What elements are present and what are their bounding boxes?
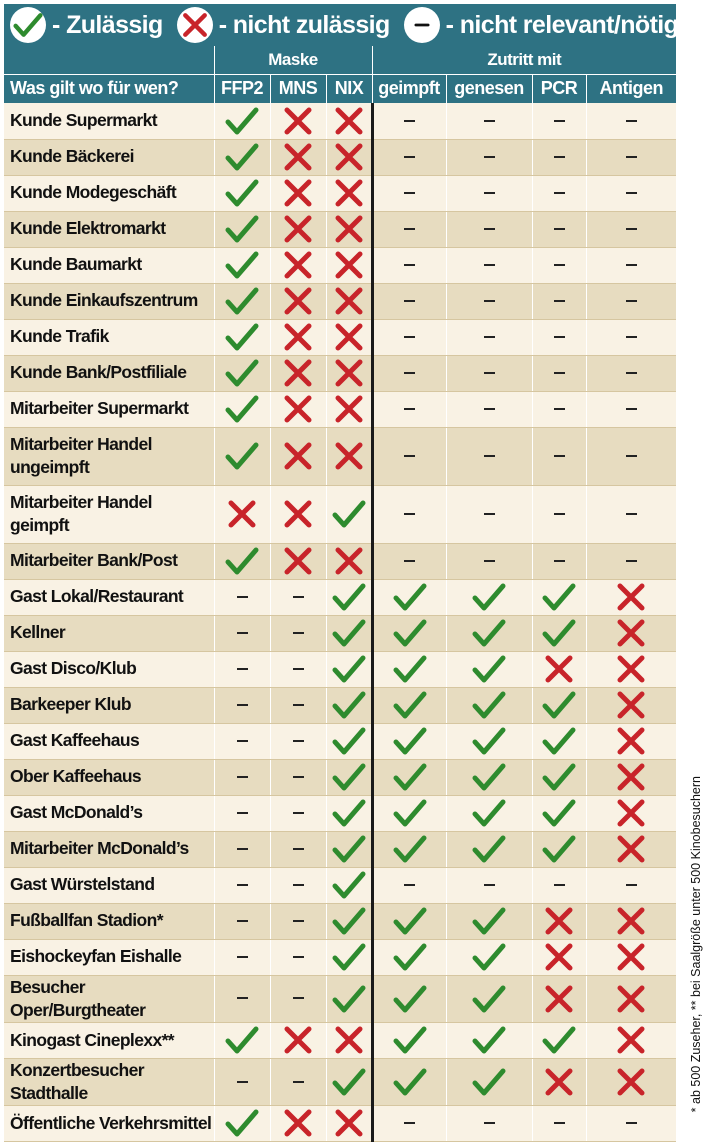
table-row bbox=[4, 867, 676, 903]
cross-icon bbox=[270, 543, 326, 579]
cross-icon bbox=[270, 485, 326, 543]
cross-icon bbox=[326, 319, 372, 355]
dash-icon bbox=[446, 283, 532, 319]
check-icon bbox=[372, 831, 446, 867]
cross-icon bbox=[586, 903, 676, 939]
row-label: Fußballfan Stadion* bbox=[4, 903, 214, 939]
dash-icon bbox=[372, 867, 446, 903]
cross-icon bbox=[326, 103, 372, 139]
dash-icon bbox=[446, 319, 532, 355]
row-label: Gast McDonald’s bbox=[4, 795, 214, 831]
check-icon bbox=[372, 939, 446, 975]
cross-icon bbox=[326, 1022, 372, 1058]
dash-icon bbox=[214, 867, 270, 903]
dash-icon bbox=[446, 1105, 532, 1141]
check-icon bbox=[326, 831, 372, 867]
table-row bbox=[4, 139, 676, 175]
dash-icon bbox=[446, 139, 532, 175]
table-row bbox=[4, 723, 676, 759]
check-icon bbox=[532, 723, 586, 759]
cross-icon bbox=[270, 103, 326, 139]
cross-icon bbox=[532, 1058, 586, 1105]
check-icon bbox=[326, 651, 372, 687]
check-icon bbox=[446, 579, 532, 615]
check-icon bbox=[326, 975, 372, 1022]
dash-icon bbox=[586, 1105, 676, 1141]
dash-icon bbox=[270, 1058, 326, 1105]
row-label: Kunde Baumarkt bbox=[4, 247, 214, 283]
check-icon bbox=[214, 391, 270, 427]
dash-icon bbox=[214, 975, 270, 1022]
row-label: Kunde Einkaufszentrum bbox=[4, 283, 214, 319]
check-icon bbox=[532, 759, 586, 795]
rules-table bbox=[4, 46, 676, 1142]
dash-icon bbox=[372, 175, 446, 211]
dash-icon bbox=[532, 543, 586, 579]
dash-icon bbox=[270, 975, 326, 1022]
cross-icon bbox=[532, 975, 586, 1022]
check-icon bbox=[532, 687, 586, 723]
check-icon bbox=[446, 651, 532, 687]
table-row bbox=[4, 687, 676, 723]
dash-icon bbox=[214, 723, 270, 759]
check-icon bbox=[532, 795, 586, 831]
dash-icon bbox=[372, 543, 446, 579]
table-row bbox=[4, 391, 676, 427]
dash-icon bbox=[532, 319, 586, 355]
check-icon bbox=[532, 579, 586, 615]
legend-check-icon bbox=[10, 7, 46, 43]
legend-dash-icon bbox=[404, 7, 440, 43]
cross-icon bbox=[270, 139, 326, 175]
dash-icon bbox=[214, 687, 270, 723]
table-row bbox=[4, 319, 676, 355]
dash-icon bbox=[446, 103, 532, 139]
check-icon bbox=[372, 579, 446, 615]
check-icon bbox=[372, 975, 446, 1022]
dash-icon bbox=[532, 247, 586, 283]
row-label: Kinogast Cineplexx** bbox=[4, 1022, 214, 1058]
dash-icon bbox=[446, 485, 532, 543]
dash-icon bbox=[532, 283, 586, 319]
dash-icon bbox=[446, 427, 532, 485]
row-label: Gast Kaffeehaus bbox=[4, 723, 214, 759]
dash-icon bbox=[586, 175, 676, 211]
dash-icon bbox=[586, 247, 676, 283]
row-label: Kunde Bäckerei bbox=[4, 139, 214, 175]
column-header-question: Was gilt wo für wen? bbox=[4, 74, 214, 103]
check-icon bbox=[214, 427, 270, 485]
dash-icon bbox=[214, 651, 270, 687]
cross-icon bbox=[270, 283, 326, 319]
dash-icon bbox=[586, 355, 676, 391]
check-icon bbox=[214, 139, 270, 175]
check-icon bbox=[446, 903, 532, 939]
cross-icon bbox=[326, 543, 372, 579]
cross-icon bbox=[326, 427, 372, 485]
dash-icon bbox=[270, 687, 326, 723]
row-label: Kunde Elektromarkt bbox=[4, 211, 214, 247]
dash-icon bbox=[270, 831, 326, 867]
dash-icon bbox=[532, 1105, 586, 1141]
dash-icon bbox=[446, 175, 532, 211]
cross-icon bbox=[586, 615, 676, 651]
cross-icon bbox=[270, 391, 326, 427]
cross-icon bbox=[586, 579, 676, 615]
table-row bbox=[4, 975, 676, 1022]
group-header-mask: Maske bbox=[214, 46, 372, 74]
cross-icon bbox=[270, 319, 326, 355]
cross-icon bbox=[326, 283, 372, 319]
check-icon bbox=[446, 975, 532, 1022]
legend-not-allowed-label: - nicht zulässig bbox=[218, 10, 390, 39]
dash-icon bbox=[372, 103, 446, 139]
check-icon bbox=[446, 723, 532, 759]
check-icon bbox=[372, 1022, 446, 1058]
row-label: Barkeeper Klub bbox=[4, 687, 214, 723]
check-icon bbox=[446, 795, 532, 831]
dash-icon bbox=[372, 139, 446, 175]
cross-icon bbox=[586, 651, 676, 687]
cross-icon bbox=[270, 175, 326, 211]
dash-icon bbox=[586, 139, 676, 175]
cross-icon bbox=[532, 903, 586, 939]
dash-icon bbox=[270, 723, 326, 759]
dash-icon bbox=[214, 795, 270, 831]
dash-icon bbox=[532, 867, 586, 903]
table-row bbox=[4, 103, 676, 139]
column-header-antigen: Antigen bbox=[586, 74, 676, 103]
table-row bbox=[4, 355, 676, 391]
dash-icon bbox=[372, 283, 446, 319]
cross-icon bbox=[586, 759, 676, 795]
check-icon bbox=[214, 247, 270, 283]
header-blank-cell bbox=[4, 46, 214, 74]
cross-icon bbox=[326, 391, 372, 427]
cross-icon bbox=[270, 355, 326, 391]
dash-icon bbox=[214, 1058, 270, 1105]
cross-icon bbox=[326, 139, 372, 175]
cross-icon bbox=[532, 939, 586, 975]
cross-icon bbox=[270, 211, 326, 247]
row-label: Kunde Supermarkt bbox=[4, 103, 214, 139]
dash-icon bbox=[532, 103, 586, 139]
check-icon bbox=[446, 831, 532, 867]
check-icon bbox=[326, 723, 372, 759]
cross-icon bbox=[586, 1022, 676, 1058]
table-row bbox=[4, 795, 676, 831]
cross-icon bbox=[326, 247, 372, 283]
table-row bbox=[4, 903, 676, 939]
check-icon bbox=[326, 579, 372, 615]
check-icon bbox=[446, 939, 532, 975]
cross-icon bbox=[214, 485, 270, 543]
footnote bbox=[682, 0, 710, 1120]
row-label: Besucher Oper/Burgtheater bbox=[4, 975, 214, 1022]
legend-allowed-label: - Zulässig bbox=[52, 10, 163, 39]
dash-icon bbox=[532, 175, 586, 211]
table-row bbox=[4, 939, 676, 975]
dash-icon bbox=[586, 867, 676, 903]
cross-icon bbox=[586, 1058, 676, 1105]
dash-icon bbox=[446, 355, 532, 391]
cross-icon bbox=[586, 687, 676, 723]
table-row bbox=[4, 651, 676, 687]
check-icon bbox=[446, 759, 532, 795]
cross-icon bbox=[586, 975, 676, 1022]
dash-icon bbox=[214, 615, 270, 651]
row-label: Gast Würstelstand bbox=[4, 867, 214, 903]
row-label: Mitarbeiter Supermarkt bbox=[4, 391, 214, 427]
cross-icon bbox=[326, 355, 372, 391]
table-row bbox=[4, 831, 676, 867]
dash-icon bbox=[586, 283, 676, 319]
dash-icon bbox=[372, 485, 446, 543]
check-icon bbox=[372, 903, 446, 939]
check-icon bbox=[326, 867, 372, 903]
row-label: Eishockeyfan Eishalle bbox=[4, 939, 214, 975]
dash-icon bbox=[586, 211, 676, 247]
dash-icon bbox=[270, 903, 326, 939]
dash-icon bbox=[532, 211, 586, 247]
column-header-nix: NIX bbox=[326, 74, 372, 103]
check-icon bbox=[326, 759, 372, 795]
table-row bbox=[4, 579, 676, 615]
check-icon bbox=[446, 1058, 532, 1105]
row-label: Mitarbeiter Handel geimpft bbox=[4, 485, 214, 543]
dash-icon bbox=[372, 1105, 446, 1141]
dash-icon bbox=[372, 391, 446, 427]
row-label: Kunde Modegeschäft bbox=[4, 175, 214, 211]
dash-icon bbox=[270, 651, 326, 687]
row-label: Kunde Bank/Postfiliale bbox=[4, 355, 214, 391]
dash-icon bbox=[446, 867, 532, 903]
cross-icon bbox=[270, 1105, 326, 1141]
dash-icon bbox=[372, 355, 446, 391]
check-icon bbox=[372, 1058, 446, 1105]
check-icon bbox=[372, 759, 446, 795]
table-body bbox=[4, 103, 676, 1141]
legend-bar bbox=[4, 4, 679, 46]
rules-table-graphic bbox=[4, 4, 679, 1142]
dash-icon bbox=[270, 759, 326, 795]
cross-icon bbox=[326, 175, 372, 211]
table-row bbox=[4, 543, 676, 579]
dash-icon bbox=[372, 427, 446, 485]
dash-icon bbox=[214, 831, 270, 867]
cross-icon bbox=[270, 247, 326, 283]
check-icon bbox=[214, 283, 270, 319]
row-label: Gast Disco/Klub bbox=[4, 651, 214, 687]
legend-cross-icon bbox=[177, 7, 213, 43]
dash-icon bbox=[586, 485, 676, 543]
check-icon bbox=[532, 615, 586, 651]
dash-icon bbox=[214, 759, 270, 795]
dash-icon bbox=[586, 319, 676, 355]
row-label: Konzertbesucher Stadthalle bbox=[4, 1058, 214, 1105]
dash-icon bbox=[214, 939, 270, 975]
check-icon bbox=[446, 1022, 532, 1058]
cross-icon bbox=[326, 211, 372, 247]
table-row bbox=[4, 211, 676, 247]
column-header-genesen: genesen bbox=[446, 74, 532, 103]
dash-icon bbox=[372, 247, 446, 283]
check-icon bbox=[372, 651, 446, 687]
table-row bbox=[4, 1058, 676, 1105]
cross-icon bbox=[326, 1105, 372, 1141]
check-icon bbox=[532, 1022, 586, 1058]
dash-icon bbox=[446, 391, 532, 427]
dash-icon bbox=[372, 211, 446, 247]
check-icon bbox=[532, 831, 586, 867]
row-label: Kellner bbox=[4, 615, 214, 651]
dash-icon bbox=[586, 391, 676, 427]
group-header-access: Zutritt mit bbox=[372, 46, 676, 74]
dash-icon bbox=[270, 867, 326, 903]
check-icon bbox=[214, 543, 270, 579]
check-icon bbox=[214, 103, 270, 139]
dash-icon bbox=[446, 211, 532, 247]
table-row bbox=[4, 283, 676, 319]
check-icon bbox=[326, 687, 372, 723]
dash-icon bbox=[214, 579, 270, 615]
check-icon bbox=[326, 485, 372, 543]
row-label: Öffentliche Verkehrsmittel bbox=[4, 1105, 214, 1141]
cross-icon bbox=[532, 651, 586, 687]
check-icon bbox=[326, 795, 372, 831]
dash-icon bbox=[270, 795, 326, 831]
column-header-ffp2: FFP2 bbox=[214, 74, 270, 103]
dash-icon bbox=[532, 355, 586, 391]
cross-icon bbox=[586, 795, 676, 831]
dash-icon bbox=[532, 139, 586, 175]
check-icon bbox=[326, 1058, 372, 1105]
dash-icon bbox=[372, 319, 446, 355]
cross-icon bbox=[586, 939, 676, 975]
table-row bbox=[4, 175, 676, 211]
table-row bbox=[4, 1105, 676, 1141]
dash-icon bbox=[214, 903, 270, 939]
dash-icon bbox=[446, 543, 532, 579]
check-icon bbox=[326, 903, 372, 939]
cross-icon bbox=[586, 831, 676, 867]
row-label: Mitarbeiter McDonald’s bbox=[4, 831, 214, 867]
table-row bbox=[4, 247, 676, 283]
row-label: Kunde Trafik bbox=[4, 319, 214, 355]
column-header-mns: MNS bbox=[270, 74, 326, 103]
dash-icon bbox=[586, 543, 676, 579]
check-icon bbox=[214, 211, 270, 247]
table-row bbox=[4, 427, 676, 485]
check-icon bbox=[214, 1105, 270, 1141]
cross-icon bbox=[270, 427, 326, 485]
dash-icon bbox=[446, 247, 532, 283]
row-label: Mitarbeiter Bank/Post bbox=[4, 543, 214, 579]
check-icon bbox=[214, 319, 270, 355]
check-icon bbox=[214, 1022, 270, 1058]
check-icon bbox=[214, 355, 270, 391]
check-icon bbox=[372, 723, 446, 759]
check-icon bbox=[446, 615, 532, 651]
table-row bbox=[4, 759, 676, 795]
dash-icon bbox=[270, 615, 326, 651]
row-label: Mitarbeiter Handel ungeimpft bbox=[4, 427, 214, 485]
check-icon bbox=[214, 175, 270, 211]
table-row bbox=[4, 615, 676, 651]
dash-icon bbox=[532, 485, 586, 543]
dash-icon bbox=[586, 427, 676, 485]
row-label: Gast Lokal/Restaurant bbox=[4, 579, 214, 615]
table-row bbox=[4, 1022, 676, 1058]
check-icon bbox=[372, 687, 446, 723]
check-icon bbox=[326, 615, 372, 651]
check-icon bbox=[326, 939, 372, 975]
legend-not-relevant-label: - nicht relevant/nötig bbox=[445, 10, 679, 39]
dash-icon bbox=[532, 391, 586, 427]
dash-icon bbox=[586, 103, 676, 139]
check-icon bbox=[372, 615, 446, 651]
check-icon bbox=[372, 795, 446, 831]
dash-icon bbox=[532, 427, 586, 485]
check-icon bbox=[446, 687, 532, 723]
dash-icon bbox=[270, 939, 326, 975]
dash-icon bbox=[270, 579, 326, 615]
footnote-text: * ab 500 Zuseher, ** bei Saalgröße unter 500 Kinobesuchern bbox=[689, 775, 703, 1112]
column-header-geimpft: geimpft bbox=[372, 74, 446, 103]
cross-icon bbox=[586, 723, 676, 759]
column-header-pcr: PCR bbox=[532, 74, 586, 103]
row-label: Ober Kaffeehaus bbox=[4, 759, 214, 795]
cross-icon bbox=[270, 1022, 326, 1058]
table-row bbox=[4, 485, 676, 543]
